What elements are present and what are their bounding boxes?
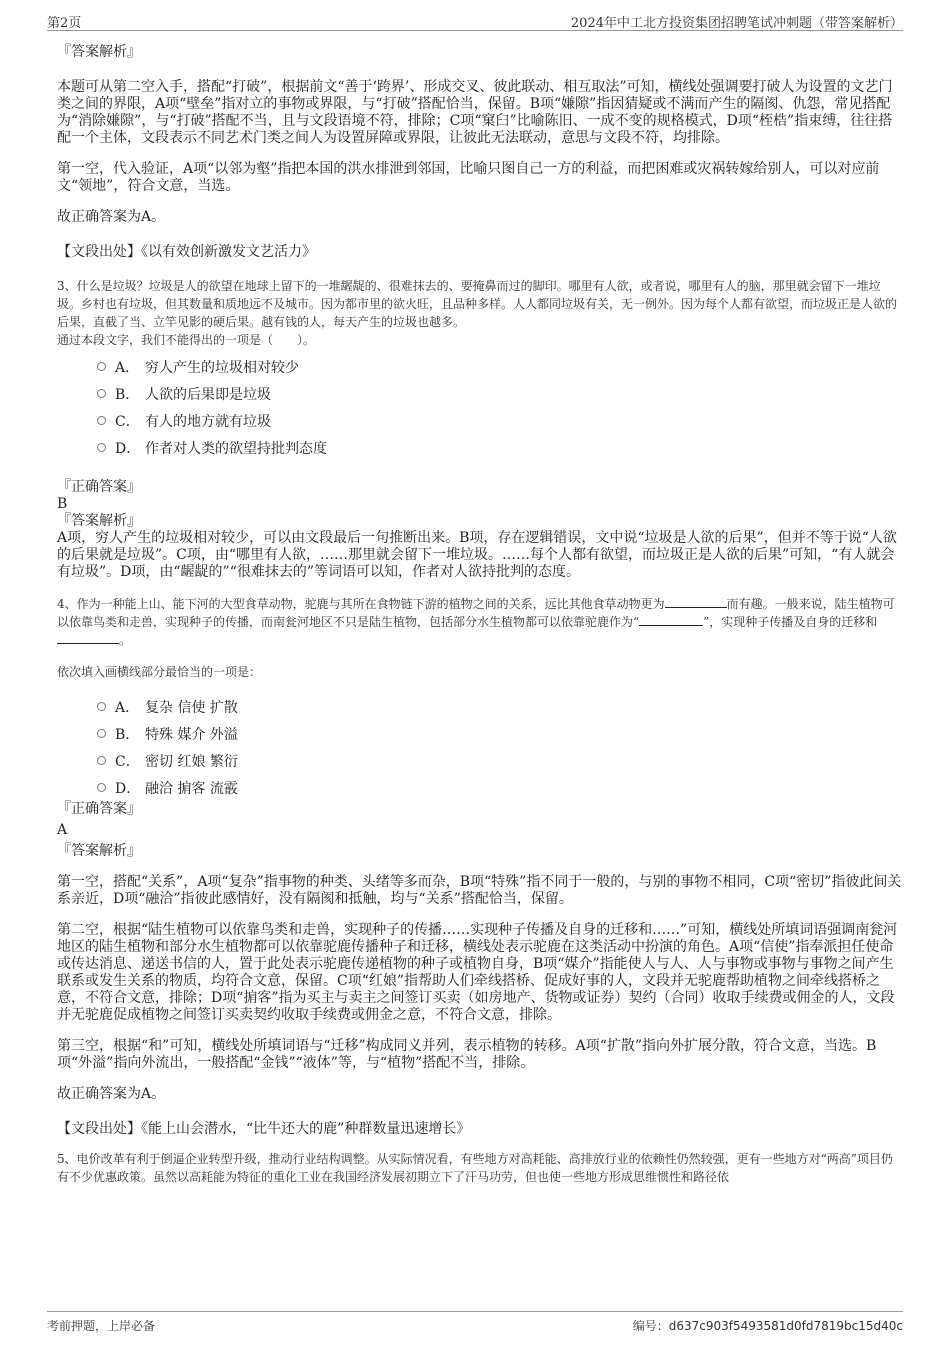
page-header: [47, 10, 903, 31]
radio-icon[interactable]: [97, 729, 106, 738]
q4-option-a[interactable]: [97, 693, 902, 720]
option-letter: A．: [115, 359, 140, 376]
radio-icon[interactable]: [97, 756, 106, 765]
q4-option-b[interactable]: [97, 720, 902, 747]
q4-options: [97, 693, 902, 801]
q4-source: 【文段出处】《能上山会潜水，“比牛还大的鹿”种群数量迅速增长》: [57, 1121, 471, 1137]
q3-option-c[interactable]: [97, 407, 902, 434]
q3-prompt: 通过本段文字，我们不能得出的一项是（ ）。: [57, 333, 316, 347]
q3-option-a[interactable]: [97, 353, 902, 380]
q2-source: 【文段出处】《以有效创新激发文艺活力》: [57, 244, 316, 260]
option-text: 人欲的后果即是垃圾: [145, 386, 271, 403]
q2-analysis-heading: 『答案解析』: [57, 44, 141, 60]
radio-icon[interactable]: [97, 702, 106, 711]
option-text: 复杂 信使 扩散: [145, 699, 238, 716]
q3-analysis-heading: 『答案解析』: [57, 513, 141, 529]
document-code: [633, 1317, 903, 1334]
q4-stem-part-3: ”，实现种子传播及自身的迁移和: [703, 615, 878, 629]
q3-option-b[interactable]: [97, 380, 902, 407]
q4-analysis-paragraph-2: 第二空，根据“陆生植物可以依靠鸟类和走兽，实现种子的传播……实现种子传播及自身的迁移和……”可知，横线处所填词语强调南瓮河地区的陆生植物和部分水生植物都可以依靠驼鹿传播种子和迁移，横线处表示驼鹿在这类活动中扮演的角色。A项“信使”指奉派担任使命或传达消息、递送书信的人，置于此处表示驼鹿传递植物的种子或植物自身，B项“媒介”指能使人与人、人与事物或事物与事物之间产生联系或发生关系的物质，均符合文意，保留。C项“红娘”指帮助人们牵线搭桥、促成好事的人，文段并无驼鹿帮助植物之间牵线搭桥之意，不符合文意，排除；D项“掮客”指为买主与卖主之间签订买卖（如房地产、货物或证券）契约（合同）收取手续费或佣金的人，文段并无驼鹿促成植物之间签订买卖契约收取手续费或佣金之意，不符合文意，排除。: [57, 922, 898, 1023]
fill-blank-2: [639, 625, 703, 626]
q2-analysis-paragraph-1: 本题可从第二空入手，搭配“打破”，根据前文“善于‘跨界’、形成交叉、彼此联动、相互取法”可知，横线处强调要打破人为设置的文艺门类之间的界限，A项“壁垒”指对立的事物或界限，与“打破”搭配恰当，保留。B项“嫌隙”指因猜疑或不满而产生的隔阂、仇怨，常见搭配为“消除嫌隙”，与“打破”搭配不当，且与文段语境不符，排除；C项“窠臼”比喻陈旧、一成不变的规格模式，D项“桎梏”指束缚，往往搭配一个主体，文段表示不同艺术门类之间人为设置屏障或界限，让彼此无法联动，意思与文段不符，均排除。: [57, 79, 893, 146]
q2-conclusion: 故正确答案为A。: [57, 209, 166, 225]
code-label: 编号：: [632, 1319, 669, 1333]
q4-option-d[interactable]: [97, 774, 902, 801]
q3-stem: 3、什么是垃圾？垃圾是人的欲望在地球上留下的一堆龌龊的、很难抹去的、要掩鼻而过的脚印。哪里有人欲，或者说，哪里有人的脑，那里就会留下一堆垃圾。乡村也有垃圾，但其数量和质地远不及城市。因为都市里的欲火旺，且品种多样。人人都同垃圾有关，无一例外。因为每个人都有欲望，而垃圾正是人欲的后果，直截了当、立竿见影的硬后果。越有钱的人，每天产生的垃圾也越多。: [57, 279, 898, 329]
q4-conclusion: 故正确答案为A。: [57, 1086, 166, 1102]
option-text: 穷人产生的垃圾相对较少: [145, 359, 299, 376]
q3-analysis: A项，穷人产生的垃圾相对较少，可以由文段最后一句推断出来。B项，存在逻辑错误，文中说“垃圾是人欲的后果”，但并不等于说“人欲的后果就是垃圾”。C项，由“哪里有人欲，……那里就会留下一堆垃圾。……每个人都有欲望，而垃圾正是人欲的后果”可知，“有人就会有垃圾”。D项，由“龌龊的”“很难抹去的”等词语可以知，作者对人欲持批判的态度。: [57, 530, 897, 580]
q4-option-c[interactable]: [97, 747, 902, 774]
q4-stem-part-1: 4、作为一种能上山、能下河的大型食草动物，驼鹿与其所在食物链下游的植物之间的关系，远比其他食草动物更为: [57, 597, 665, 611]
q3-options: [97, 353, 902, 461]
q4-prompt: 依次填入画横线部分最恰当的一项是：: [57, 665, 262, 679]
code-value: d637c903f5493581d0fd7819bc15d40c: [668, 1319, 903, 1333]
option-letter: D．: [115, 780, 141, 797]
q4-stem: [57, 595, 902, 649]
footer-slogan: 考前押题，上岸必备: [47, 1319, 156, 1333]
page-number: 第2页: [47, 16, 82, 31]
q4-stem-part-4: 。: [119, 633, 132, 647]
radio-icon[interactable]: [97, 443, 106, 452]
option-letter: C．: [115, 413, 140, 430]
option-text: 有人的地方就有垃圾: [145, 413, 271, 430]
page-content: [57, 44, 902, 1186]
option-letter: B．: [115, 726, 140, 743]
fill-blank-1: [665, 607, 727, 608]
document-title: 2024年中工北方投资集团招聘笔试冲刺题（带答案解析）: [570, 16, 903, 31]
option-letter: C．: [115, 753, 140, 770]
q5-stem: 5、电价改革有利于倒逼企业转型升级，推动行业结构调整。从实际情况看，有些地方对高耗能、高排放行业的依赖性仍然较强，更有一些地方对“两高”项目仍有不少优惠政策。虽然以高耗能为特征的重化工业在我国经济发展初期立下了汗马功劳，但也使一些地方形成思维惯性和路径依: [57, 1152, 893, 1184]
radio-icon[interactable]: [97, 362, 106, 371]
option-text: 特殊 媒介 外溢: [145, 726, 238, 743]
radio-icon[interactable]: [97, 416, 106, 425]
q3-answer: B: [57, 496, 68, 512]
q4-analysis-paragraph-1: 第一空，搭配“关系”，A项“复杂”指事物的种类、头绪等多而杂，B项“特殊”指不同于一般的，与别的事物不相同，C项“密切”指彼此间关系亲近，D项“融洽”指彼此感情好，没有隔阂和抵触，均与“关系”搭配恰当，保留。: [57, 874, 902, 907]
q4-analysis-heading: 『答案解析』: [57, 843, 141, 859]
option-letter: D．: [115, 440, 141, 457]
radio-icon[interactable]: [97, 389, 106, 398]
page-footer: [47, 1311, 903, 1334]
option-letter: B．: [115, 386, 140, 403]
q4-stem-part-2: 而有趣。一般来说，陆生植物可以依靠鸟类和走兽，实现种子的传播，而南瓮河地区不只是陆生植物，包括部分水生植物都可以依靠驼鹿作为“: [57, 597, 895, 629]
q3-answer-heading: 『正确答案』: [57, 479, 141, 495]
q4-answer-heading: 『正确答案』: [57, 801, 141, 817]
option-text: 密切 红娘 繁衍: [145, 753, 238, 770]
option-letter: A．: [115, 699, 140, 716]
option-text: 作者对人类的欲望持批判态度: [145, 440, 327, 457]
option-text: 融洽 掮客 流霰: [145, 780, 238, 797]
q4-analysis-paragraph-3: 第三空，根据“和”可知，横线处所填词语与“迁移”构成同义并列，表示植物的转移。A项“扩散”指向外扩展分散，符合文意，当选。B项“外溢”指向外流出，一般搭配“金钱”“液体”等，与“植物”搭配不当，排除。: [57, 1038, 877, 1071]
q3-option-d[interactable]: [97, 434, 902, 461]
q4-answer: A: [57, 822, 68, 838]
q2-analysis-paragraph-2: 第一空，代入验证，A项“以邻为壑”指把本国的洪水排泄到邻国，比喻只图自己一方的利益，而把困难或灾祸转嫁给别人，可以对应前文“领地”，符合文意，当选。: [57, 161, 880, 194]
radio-icon[interactable]: [97, 783, 106, 792]
fill-blank-3: [57, 643, 119, 644]
